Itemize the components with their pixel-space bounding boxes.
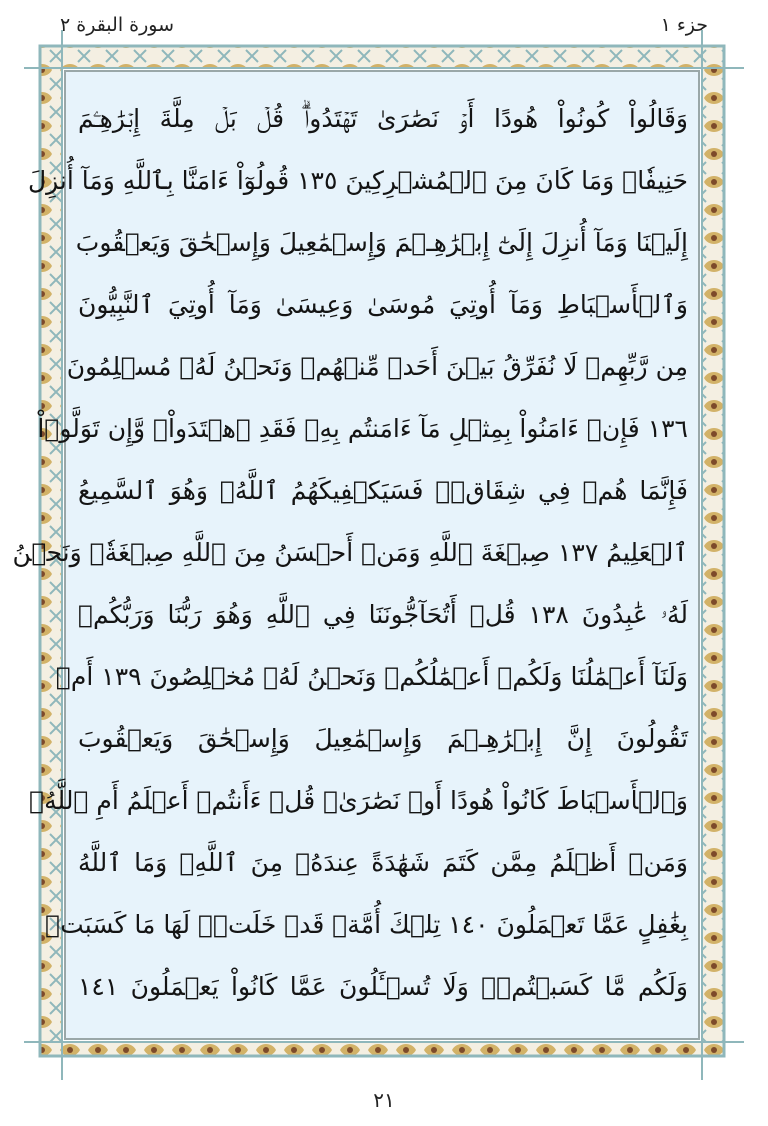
juz-label: جزء ١ <box>660 14 708 36</box>
text-line: وَٱلۡأَسۡبَاطَ كَانُواْ هُودًا أَوۡ نَصَٰرَىٰۗ قُلۡ ءَأَنتُمۡ أَعۡلَمُ أَمِ ٱللَّهُۗ <box>29 786 688 815</box>
page-number: ٢١ <box>373 1088 395 1112</box>
text-line: وَمَنۡ أَظۡلَمُ مِمَّن كَتَمَ شَهَٰدَةً عِندَهُۥ مِنَ ٱللَّهِۗ وَمَا ٱللَّهُ <box>78 848 688 877</box>
text-line: لَهُۥ عَٰبِدُونَ ١٣٨ قُلۡ أَتُحَآجُّونَنَا فِي ٱللَّهِ وَهُوَ رَبُّنَا وَرَبُّكُمۡ <box>78 600 688 629</box>
text-line: تَقُولُونَ إِنَّ إِبۡرَٰهِـۧمَ وَإِسۡمَٰعِيلَ وَإِسۡحَٰقَ وَيَعۡقُوبَ <box>78 724 688 753</box>
text-line: ٱلۡعَلِيمُ ١٣٧ صِبۡغَةَ ٱللَّهِ وَمَنۡ أَحۡسَنُ مِنَ ٱللَّهِ صِبۡغَةٗۖ وَنَحۡنُ <box>12 538 688 567</box>
text-line: بِغَٰفِلٍ عَمَّا تَعۡمَلُونَ ١٤٠ تِلۡكَ أُمَّةٞ قَدۡ خَلَتۡۖ لَهَا مَا كَسَبَتۡ <box>45 910 688 939</box>
surah-title: سورة البقرة ٢ <box>60 14 175 36</box>
text-line: إِلَيۡنَا وَمَآ أُنزِلَ إِلَىٰٓ إِبۡرَٰهِـۧمَ وَإِسۡمَٰعِيلَ وَإِسۡحَٰقَ وَيَعۡقُوبَ <box>75 228 688 257</box>
text-line: فَإِنَّمَا هُمۡ فِي شِقَاقٖۖ فَسَيَكۡفِيكَهُمُ ٱللَّهُۚ وَهُوَ ٱلسَّمِيعُ <box>78 476 688 505</box>
text-line: وَٱلۡأَسۡبَاطِ وَمَآ أُوتِيَ مُوسَىٰ وَعِيسَىٰ وَمَآ أُوتِيَ ٱلنَّبِيُّونَ <box>78 290 688 319</box>
text-line: وَقَالُواْ كُونُواْ هُودًا أَوۡ نَصَٰرَىٰ تَهۡتَدُواْۗ قُلۡ بَلۡ مِلَّةَ إِبۡرَٰهِـۧمَ <box>78 104 688 133</box>
text-line: وَلَنَآ أَعۡمَٰلُنَا وَلَكُمۡ أَعۡمَٰلُكُمۡ وَنَحۡنُ لَهُۥ مُخۡلِصُونَ ١٣٩ أَمۡ <box>55 662 688 691</box>
text-line: وَلَكُم مَّا كَسَبۡتُمۡۖ وَلَا تُسۡـَٔلُونَ عَمَّا كَانُواْ يَعۡمَلُونَ ١٤١ <box>78 972 688 1001</box>
text-line: ١٣٦ فَإِنۡ ءَامَنُواْ بِمِثۡلِ مَآ ءَامَنتُم بِهِۦ فَقَدِ ٱهۡتَدَواْۖ وَّإِن تَوَلَّوۡاْ <box>37 414 688 443</box>
text-line: مِن رَّبِّهِمۡ لَا نُفَرِّقُ بَيۡنَ أَحَدٖ مِّنۡهُمۡ وَنَحۡنُ لَهُۥ مُسۡلِمُونَ <box>66 352 688 381</box>
text-line: حَنِيفٗاۖ وَمَا كَانَ مِنَ ٱلۡمُشۡرِكِينَ ١٣٥ قُولُوٓاْ ءَامَنَّا بِٱللَّهِ وَمَآ أُنزِلَ <box>27 166 688 195</box>
